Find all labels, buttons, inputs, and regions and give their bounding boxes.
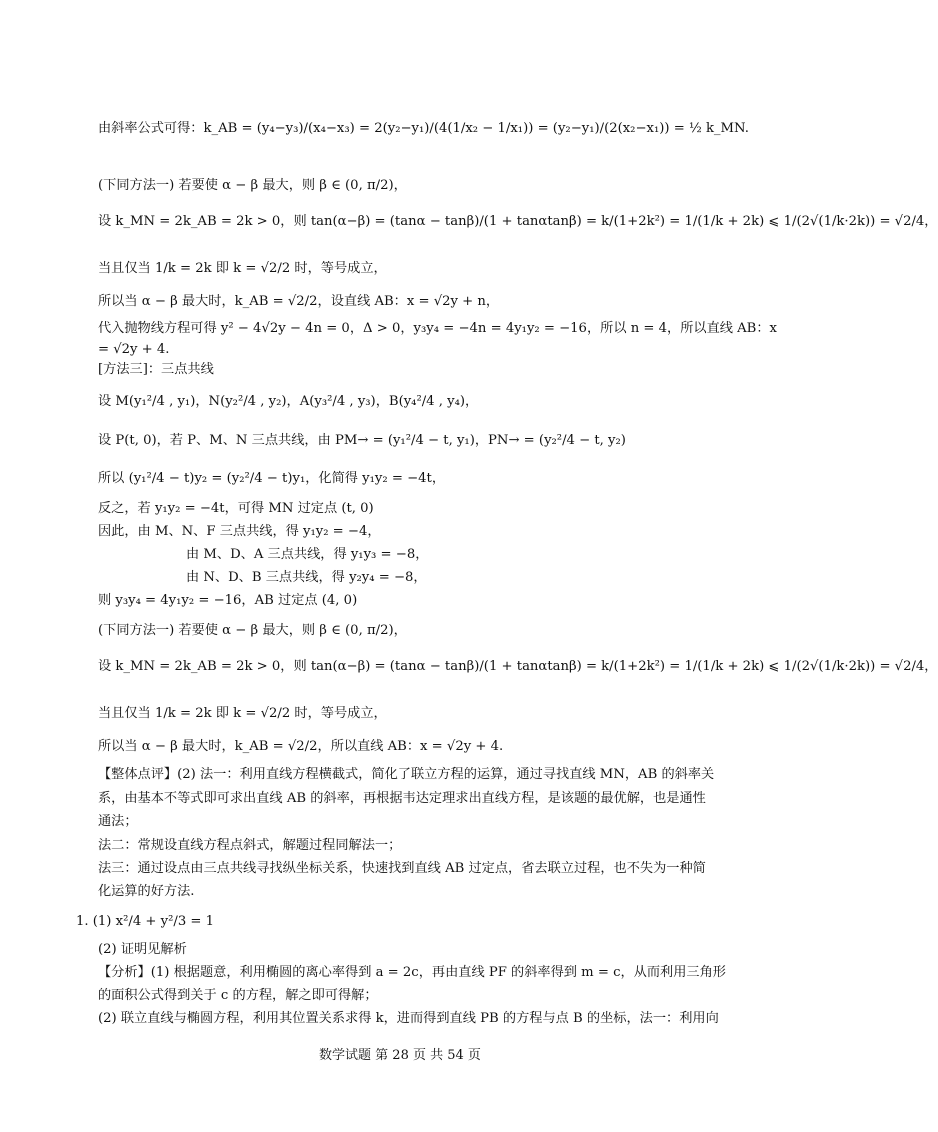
text-line: = √2y + 4. [98, 342, 170, 357]
text-line: 设 M(y₁²/4 , y₁)，N(y₂²/4 , y₂)，A(y₃²/4 , y₃)，B(y₄²/4 , y₄)， [98, 394, 479, 409]
text-line: 【整体点评】(2) 法一：利用直线方程横截式，简化了联立方程的运算，通过寻找直线 MN，AB 的斜率关 [98, 767, 715, 782]
text-line: 代入抛物线方程可得 y² − 4√2y − 4n = 0，Δ > 0，y₃y₄ = −4n = 4y₁y₂ = −16，所以 n = 4，所以直线 AB：x [98, 321, 777, 336]
text-line: 则 y₃y₄ = 4y₁y₂ = −16，AB 过定点 (4, 0) [98, 593, 358, 608]
page-footer: 数学试题 第 28 页 共 54 页 [319, 1048, 481, 1063]
text-line: 因此，由 M、N、F 三点共线，得 y₁y₂ = −4， [98, 524, 381, 539]
text-line: 反之，若 y₁y₂ = −4t，可得 MN 过定点 (t, 0) [98, 501, 374, 516]
text-line: 的面积公式得到关于 c 的方程，解之即可得解； [98, 988, 378, 1003]
text-line: 当且仅当 1/k = 2k 即 k = √2/2 时，等号成立， [98, 261, 387, 276]
text-line: (下同方法一) 若要使 α − β 最大，则 β ∈ (0, π/2)， [98, 178, 407, 193]
text-line: 由 M、D、A 三点共线，得 y₁y₃ = −8， [186, 547, 429, 562]
text-line: 由斜率公式可得：k_AB = (y₄−y₃)/(x₄−x₃) = 2(y₂−y₁)/(4(1/x₂ − 1/x₁)) = (y₂−y₁)/(2(x₂−x₁)) = ½ k_MN. [98, 121, 749, 136]
text-line: 所以 (y₁²/4 − t)y₂ = (y₂²/4 − t)y₁，化简得 y₁y₂ = −4t， [98, 471, 446, 486]
text-line: 设 k_MN = 2k_AB = 2k > 0，则 tan(α−β) = (tanα − tanβ)/(1 + tanαtanβ) = k/(1+2k²) = 1/(1/k + 2k) ⩽ 1/(2√(1/k·2k)) = √2/4， [98, 214, 938, 229]
text-line: 设 P(t, 0)，若 P、M、N 三点共线，由 PM→ = (y₁²/4 − t, y₁)，PN→ = (y₂²/4 − t, y₂) [98, 433, 626, 448]
text-line: 由 N、D、B 三点共线，得 y₂y₄ = −8， [186, 570, 427, 585]
text-line: [方法三]：三点共线 [98, 362, 214, 377]
text-line: 通法； [98, 814, 138, 829]
text-line: 当且仅当 1/k = 2k 即 k = √2/2 时，等号成立， [98, 706, 387, 721]
text-line: 化运算的好方法. [98, 884, 195, 899]
question-item: 1. (1) x²/4 + y²/3 = 1 [76, 914, 215, 929]
text-line: 设 k_MN = 2k_AB = 2k > 0，则 tan(α−β) = (tanα − tanβ)/(1 + tanαtanβ) = k/(1+2k²) = 1/(1/k + 2k) ⩽ 1/(2√(1/k·2k)) = √2/4， [98, 659, 938, 674]
text-line: 法三：通过设点由三点共线寻找纵坐标关系，快速找到直线 AB 过定点，省去联立过程，也不失为一种简 [98, 861, 706, 876]
text-line: (下同方法一) 若要使 α − β 最大，则 β ∈ (0, π/2)， [98, 623, 407, 638]
text-line: 法二：常规设直线方程点斜式，解题过程同解法一； [98, 838, 402, 853]
text-line: (2) 证明见解析 [98, 942, 187, 957]
text-line: 所以当 α − β 最大时，k_AB = √2/2，设直线 AB：x = √2y + n， [98, 294, 500, 309]
text-line: 【分析】(1) 根据题意，利用椭圆的离心率得到 a = 2c，再由直线 PF 的斜率得到 m = c，从而利用三角形 [98, 965, 726, 980]
text-line: 系，由基本不等式即可求出直线 AB 的斜率，再根据韦达定理求出直线方程，是该题的最优解，也是通性 [98, 791, 706, 806]
text-line: 所以当 α − β 最大时，k_AB = √2/2，所以直线 AB：x = √2y + 4. [98, 739, 504, 754]
text-line: (2) 联立直线与椭圆方程，利用其位置关系求得 k，进而得到直线 PB 的方程与点 B 的坐标，法一：利用向 [98, 1011, 719, 1026]
